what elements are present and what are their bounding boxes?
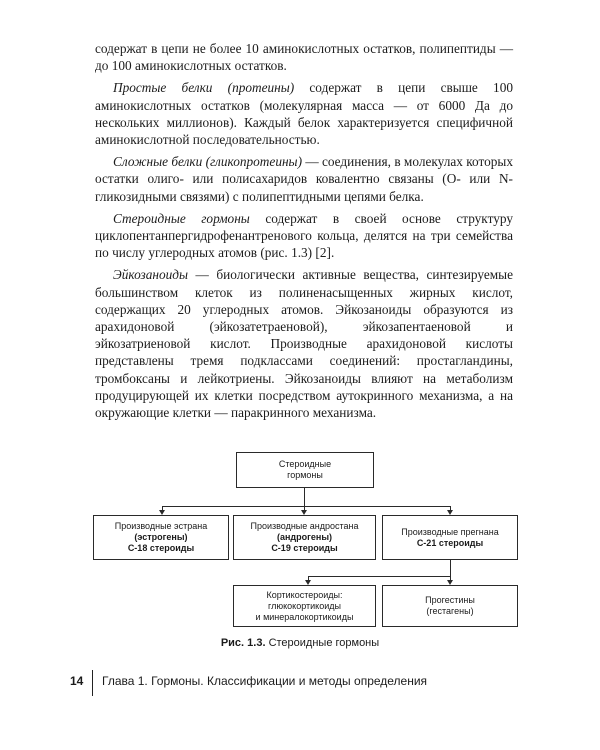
box-label: Производные прегнана (401, 526, 499, 537)
box-androstane-derivatives (233, 515, 376, 560)
box-label: Производные эстрана (114, 521, 208, 531)
connector-level2-horizontal (308, 576, 451, 577)
body-text (95, 40, 513, 426)
box-label: гормоны (287, 470, 323, 480)
box-pregnane-derivatives (382, 515, 518, 560)
term-simple-proteins: Простые белки (протеины) (113, 80, 295, 96)
paragraph-eicosanoids (95, 266, 513, 421)
connector-root-down (304, 488, 305, 506)
box-steroid-hormones (236, 452, 374, 488)
box-label: Стероидные (278, 459, 332, 469)
term-steroid-hormones: Стероидные гормоны (113, 210, 250, 226)
paragraph-complex-proteins (95, 153, 513, 205)
box-estrane-derivatives (93, 515, 229, 560)
box-label: (гестагены) (426, 606, 474, 616)
box-label: и минералокортикоиды (255, 611, 354, 622)
paragraph-text: содержат в цепи не более 10 аминокислотных остатков, полипептиды — до 100 аминокислотных остатков. (95, 41, 513, 74)
box-corticosteroids (233, 585, 376, 627)
box-label: глюкокортикоиды (268, 600, 341, 611)
connector-level1-horizontal (162, 506, 450, 507)
caption-label: Рис. 1.3. (220, 637, 266, 649)
caption-text: Стероидные гормоны (265, 637, 380, 649)
page-number: 14 (70, 674, 84, 688)
term-complex-proteins: Сложные белки (гликопротеины) (113, 154, 302, 170)
paragraph-text: — биологически активные вещества, синтезируемые большинством клеток из полиненасыщенных жирных кислот, содержащих 20 углеродных атомов. Эйкозаноиды образуются из арахидоновой (эйкозатетраеновой), эйкозапентаеновой и эйкозатриеновой кислот. Производные арахидоновой кислоты представлены тремя подклассами соединений: простагландины, тромбоксаны и лейкотриены. Эйкозаноиды влияют на метаболизм продуцирующей их клетки посредством аутокринного механизма, а на окружающие клетки — паракринного механизма. (95, 267, 513, 421)
box-label: Производные андростана (250, 521, 359, 531)
box-label: (андрогены) (276, 532, 333, 542)
paragraph-text: — соединения, в молекулах которых остатки олиго- или полисахаридов ковалентно связаны (O- или N-гликозидными связями) с полипептидными цепями белка. (95, 154, 513, 204)
paragraph-text: содержат в своей основе структуру циклопентанпергидрофенантренового кольца, делятся на три семейства по числу углеродных атомов (рис. 1.3) [2]. (95, 210, 514, 261)
paragraph-simple-proteins (95, 79, 513, 148)
box-label: C-18 стероиды (127, 543, 195, 553)
box-label: (эстрогены) (134, 532, 188, 542)
box-label: Прогестины (425, 595, 475, 605)
paragraph-text: содержат в цепи свыше 100 аминокислотных остатков (молекулярная масса — от 6000 Да до нескольких миллионов). Каждый белок характеризуется специфичной аминокислотной последовательностью. (95, 80, 513, 148)
footer-divider (92, 670, 93, 696)
box-label: Кортикостероиды: (266, 589, 343, 600)
paragraph-steroid-hormones (95, 210, 513, 262)
box-label: C-21 стероиды (416, 537, 484, 548)
running-title: Глава 1. Гормоны. Классификации и методы определения (102, 674, 428, 688)
paragraph-peptides (95, 40, 513, 74)
connector-pregnane-down (450, 560, 451, 576)
page-footer (70, 668, 550, 698)
term-eicosanoids: Эйкозаноиды (113, 267, 189, 283)
box-label: C-19 стероиды (271, 543, 338, 553)
figure-caption (0, 637, 600, 649)
box-progestins (382, 585, 518, 627)
steroid-hormones-diagram (85, 448, 525, 658)
